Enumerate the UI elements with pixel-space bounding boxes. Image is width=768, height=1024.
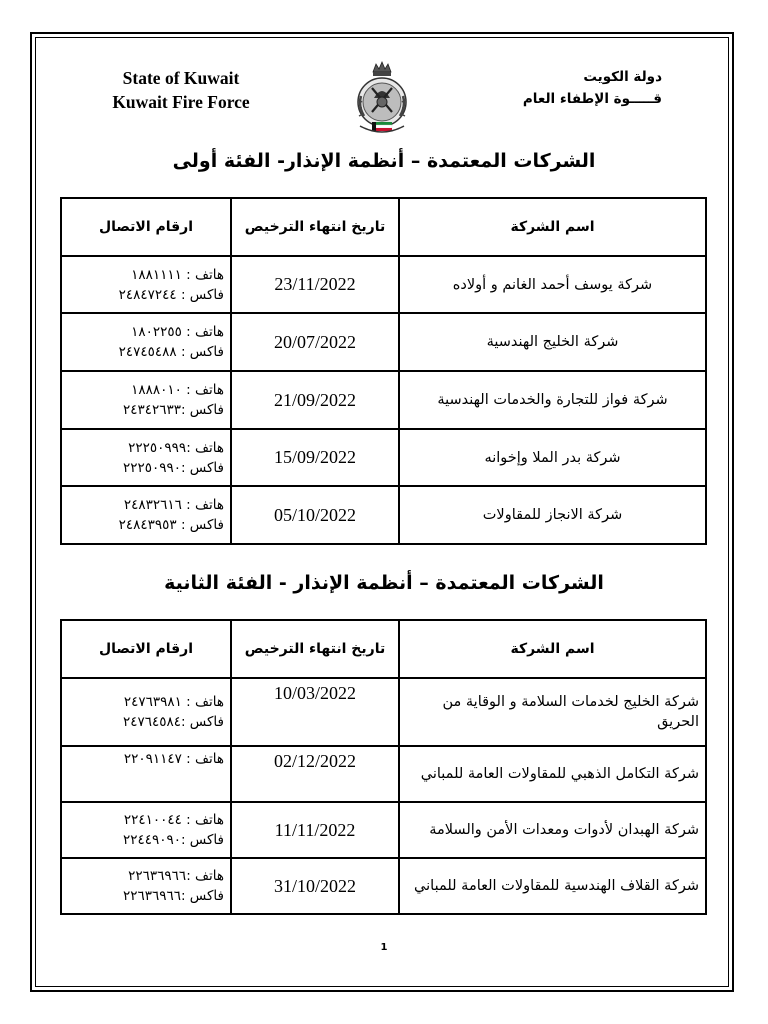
section1-title: الشركات المعتمدة – أنظمة الإنذار- الفئة أولى bbox=[172, 150, 596, 172]
fax-number: فاكس :٢٢٦٣٦٩٦٦ bbox=[122, 888, 224, 904]
section1-table bbox=[60, 197, 707, 545]
phone-number: هاتف : ٢٤٧٦٣٩٨١ bbox=[123, 694, 224, 710]
date-cell bbox=[231, 678, 399, 746]
header-date: تاريخ انتهاء الترخيص bbox=[231, 198, 399, 256]
fax-number: فاكس :٢٢٢٥٠٩٩٠ bbox=[122, 459, 224, 476]
table-row bbox=[61, 486, 706, 544]
page-number: 1 bbox=[380, 942, 388, 953]
section2-table bbox=[60, 619, 707, 915]
english-header-line1: State of Kuwait bbox=[122, 68, 240, 88]
table-row bbox=[61, 746, 706, 802]
date-text: 10/03/2022 bbox=[273, 683, 356, 703]
table-row bbox=[61, 802, 706, 858]
table-row bbox=[61, 429, 706, 486]
section2-title: الشركات المعتمدة – أنظمة الإنذار - الفئة الثانية bbox=[164, 572, 604, 594]
date-cell: 31/10/2022 bbox=[231, 858, 399, 914]
table-row bbox=[61, 371, 706, 429]
company-name-cell: شركة الخليج الهندسية bbox=[399, 313, 706, 371]
phone-number: هاتف : ١٨٠٢٢٥٥ bbox=[131, 324, 224, 340]
phone-number: هاتف :٢٢٢٥٠٩٩٩ bbox=[128, 439, 224, 456]
company-name-cell: شركة التكامل الذهبي للمقاولات العامة للمباني bbox=[399, 746, 706, 802]
header-contact: ارقام الاتصال bbox=[61, 620, 231, 678]
fax-number: فاكس :٢٤٧٦٤٥٨٤ bbox=[122, 714, 224, 730]
date-cell: 05/10/2022 bbox=[231, 486, 399, 544]
date-text: 02/12/2022 bbox=[273, 751, 356, 771]
contact-cell bbox=[61, 256, 231, 313]
company-name-cell: شركة الانجاز للمقاولات bbox=[399, 486, 706, 544]
fax-number: فاكس :٢٤٣٤٢٦٣٣ bbox=[122, 402, 224, 418]
contact-cell bbox=[61, 429, 231, 486]
fax-number: فاكس :٢٢٤٤٩٠٩٠ bbox=[122, 832, 224, 848]
phone-number: هاتف : ١٨٨١١١١ bbox=[131, 266, 224, 283]
table-header-row bbox=[61, 620, 706, 678]
table-row bbox=[61, 858, 706, 914]
contact-cell bbox=[61, 678, 231, 746]
date-cell: 15/09/2022 bbox=[231, 429, 399, 486]
company-name-cell: شركة فواز للتجارة والخدمات الهندسية bbox=[399, 371, 706, 429]
phone-number: هاتف :٢٢٦٣٦٩٦٦ bbox=[128, 868, 224, 884]
contact-cell bbox=[61, 802, 231, 858]
phone-number: هاتف : ٢٢٤١٠٠٤٤ bbox=[123, 812, 224, 828]
table-row bbox=[61, 678, 706, 746]
date-cell: 21/09/2022 bbox=[231, 371, 399, 429]
company-name-cell: شركة القلاف الهندسية للمقاولات العامة للمباني bbox=[399, 858, 706, 914]
english-header bbox=[92, 66, 270, 114]
company-name-cell: شركة بدر الملا وإخوانه bbox=[399, 429, 706, 486]
contact-cell bbox=[61, 371, 231, 429]
date-cell: 20/07/2022 bbox=[231, 313, 399, 371]
company-name-cell: شركة الخليج لخدمات السلامة و الوقاية من الحريق bbox=[399, 678, 706, 746]
fax-number: فاكس : ٢٤٨٤٣٩٥٣ bbox=[118, 517, 224, 533]
company-name-cell: شركة الهبدان لأدوات ومعدات الأمن والسلامة bbox=[399, 802, 706, 858]
phone-number: هاتف : ٢٤٨٣٢٦١٦ bbox=[123, 497, 224, 513]
table-row bbox=[61, 256, 706, 313]
fax-number: فاكس : ٢٤٨٤٧٢٤٤ bbox=[118, 286, 224, 303]
date-cell bbox=[231, 746, 399, 802]
date-cell: 23/11/2022 bbox=[231, 256, 399, 313]
table-header-row bbox=[61, 198, 706, 256]
date-cell: 11/11/2022 bbox=[231, 802, 399, 858]
contact-cell bbox=[61, 313, 231, 371]
contact-cell bbox=[61, 858, 231, 914]
header-date: تاريخ انتهاء الترخيص bbox=[231, 620, 399, 678]
arabic-header-line2: قـــــوة الإطفاء العام bbox=[522, 91, 662, 107]
phone-number: هاتف : ٢٢٠٩١١٤٧ bbox=[123, 751, 224, 767]
header-name: اسم الشركة bbox=[399, 198, 706, 256]
contact-cell bbox=[61, 746, 231, 802]
header-contact: ارقام الاتصال bbox=[61, 198, 231, 256]
header-name: اسم الشركة bbox=[399, 620, 706, 678]
fax-number: فاكس : ٢٤٧٤٥٤٨٨ bbox=[118, 344, 224, 360]
arabic-header bbox=[478, 66, 662, 110]
arabic-header-line1: دولة الكويت bbox=[583, 69, 662, 85]
contact-cell bbox=[61, 486, 231, 544]
company-name-cell: شركة يوسف أحمد الغانم و أولاده bbox=[399, 256, 706, 313]
kuwait-fire-force-emblem bbox=[352, 58, 412, 138]
english-header-line2: Kuwait Fire Force bbox=[112, 92, 250, 112]
phone-number: هاتف : ١٨٨٨٠١٠ bbox=[131, 382, 224, 398]
table-row bbox=[61, 313, 706, 371]
